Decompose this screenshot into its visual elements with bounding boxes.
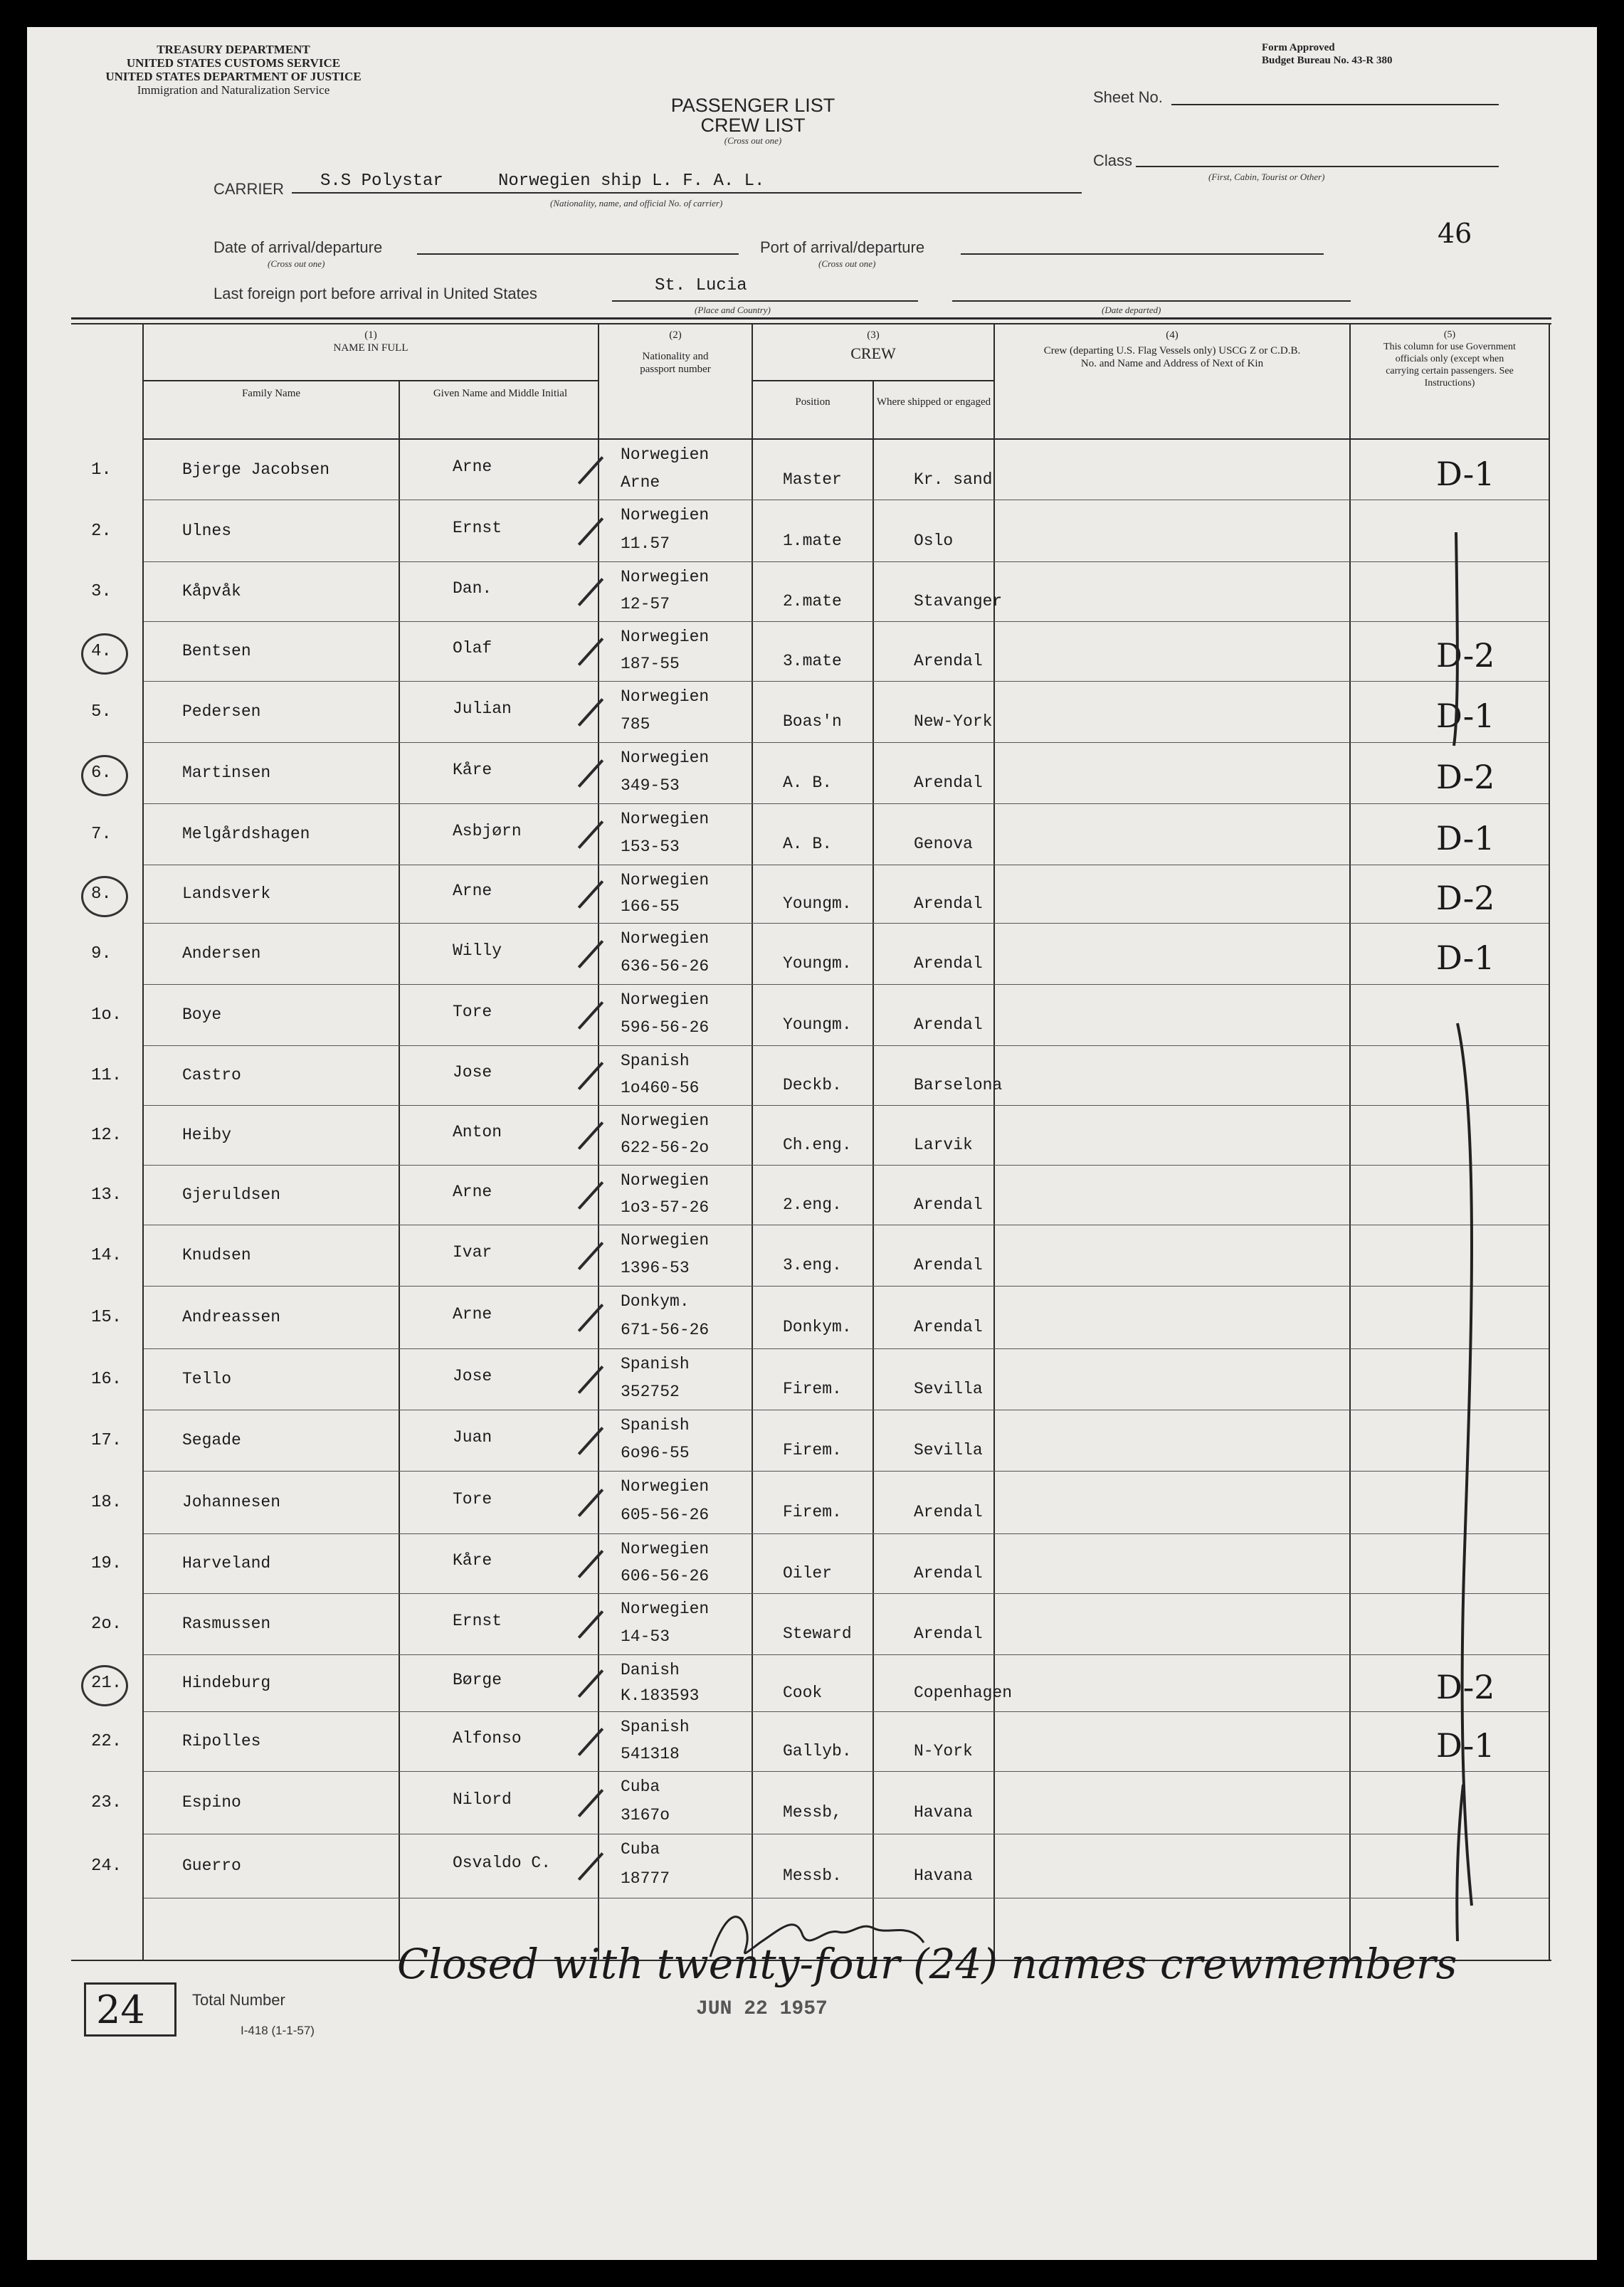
family-name: Ripolles — [182, 1732, 261, 1750]
check-mark — [578, 1062, 603, 1090]
given-name-heading: Given Name and Middle Initial — [433, 388, 568, 399]
form-approved — [1262, 41, 1393, 67]
col1-title: NAME IN FULL — [333, 342, 408, 354]
passport-number: 622-56-2o — [621, 1139, 710, 1157]
position: Youngm. — [783, 1015, 852, 1034]
check-mark — [578, 759, 603, 788]
position: 2.mate — [783, 592, 842, 611]
header-subrule — [144, 380, 598, 381]
position: Cook — [783, 1684, 823, 1702]
where-shipped: Arendal — [914, 652, 983, 670]
passport-number: 14-53 — [621, 1627, 670, 1646]
nationality: Danish — [621, 1661, 680, 1679]
total-value: 24 — [96, 1987, 145, 2032]
check-mark — [578, 1304, 603, 1332]
family-name: Pedersen — [182, 702, 261, 721]
position: Deckb. — [783, 1076, 842, 1094]
date-departed-underline — [952, 300, 1351, 302]
check-mark — [578, 698, 603, 727]
where-shipped: Copenhagen — [914, 1684, 1013, 1702]
position: Firem. — [783, 1503, 842, 1521]
given-name: Julian — [453, 699, 512, 718]
passport-number: 6o96-55 — [621, 1444, 690, 1462]
row-number-circle — [81, 633, 128, 675]
col2-title: Nationality and passport number — [640, 351, 711, 375]
col2-number: (2) — [669, 329, 682, 341]
where-shipped: Arendal — [914, 894, 983, 913]
date-departed-hint: (Date departed) — [1102, 305, 1161, 315]
family-name: Harveland — [182, 1554, 271, 1573]
check-mark — [578, 1610, 603, 1639]
row-number: 7. — [91, 825, 112, 844]
family-name: Guerro — [182, 1856, 241, 1875]
given-name: Ivar — [453, 1243, 492, 1262]
check-mark — [578, 1242, 603, 1270]
nationality: Norwegien — [621, 1231, 710, 1250]
form-approved-line: Form Approved — [1262, 42, 1335, 53]
position: Youngm. — [783, 894, 852, 913]
passport-number: 166-55 — [621, 897, 680, 916]
class-label: Class — [1093, 152, 1133, 169]
table-top-rule — [71, 317, 1551, 319]
where-shipped: Havana — [914, 1803, 973, 1822]
where-shipped: Arendal — [914, 773, 983, 792]
official-mark: D-2 — [1436, 636, 1495, 675]
given-name: Ernst — [453, 518, 502, 537]
sheet-label: Sheet No. — [1093, 88, 1163, 106]
where-shipped: Arendal — [914, 1503, 983, 1521]
passport-number: Arne — [621, 472, 660, 492]
check-mark — [578, 1427, 603, 1455]
row-number: 11. — [91, 1066, 122, 1085]
nationality: Norwegien — [621, 506, 710, 524]
where-shipped: Arendal — [914, 1015, 983, 1034]
sheet-underline — [1171, 104, 1499, 105]
given-name: Nilord — [453, 1790, 512, 1809]
row-number: 2o. — [91, 1615, 122, 1634]
nationality: Norwegien — [621, 1111, 710, 1130]
row-number: 21. — [91, 1674, 122, 1693]
where-shipped: Arendal — [914, 954, 983, 973]
row-number: 23. — [91, 1793, 122, 1812]
family-name: Tello — [182, 1370, 232, 1388]
nationality: Norwegien — [621, 991, 710, 1009]
given-name: Anton — [453, 1123, 502, 1141]
passport-number: 153-53 — [621, 838, 680, 856]
where-shipped: Sevilla — [914, 1441, 983, 1459]
port-underline — [961, 253, 1324, 255]
carrier-label: CARRIER — [213, 180, 285, 198]
official-mark: D-1 — [1436, 939, 1495, 977]
where-shipped: N-York — [914, 1742, 973, 1760]
row-number: 19. — [91, 1554, 122, 1573]
nationality: Donkym. — [621, 1292, 690, 1311]
given-name: Kåre — [453, 761, 492, 779]
where-shipped: Genova — [914, 835, 973, 853]
where-shipped: Arendal — [914, 1195, 983, 1214]
position: Master — [783, 470, 842, 489]
total-box — [84, 1982, 176, 2037]
position: Messb, — [783, 1803, 842, 1822]
check-mark — [578, 1121, 603, 1150]
where-shipped: Stavanger — [914, 592, 1003, 611]
official-mark: D-2 — [1436, 1668, 1495, 1706]
passport-number: 605-56-26 — [621, 1506, 710, 1524]
form-title — [668, 95, 838, 147]
check-mark — [578, 1001, 603, 1030]
col3-title: CREW — [850, 344, 896, 362]
given-name: Osvaldo C. — [453, 1854, 552, 1872]
family-name: Knudsen — [182, 1246, 251, 1264]
where-shipped: Arendal — [914, 1318, 983, 1336]
passport-number: 1o3-57-26 — [621, 1198, 710, 1217]
row-number: 1. — [91, 460, 112, 480]
position: Messb. — [783, 1866, 842, 1885]
nationality: Spanish — [621, 1718, 690, 1736]
class-underline — [1136, 166, 1499, 167]
check-mark — [578, 578, 603, 606]
family-name: Martinsen — [182, 764, 271, 782]
family-name: Melgårdshagen — [182, 825, 310, 843]
last-port-label: Last foreign port before arrival in United States — [213, 285, 537, 302]
family-name: Johannesen — [182, 1493, 281, 1511]
passport-number: 12-57 — [621, 595, 670, 613]
nationality: Norwegien — [621, 810, 710, 828]
col1-heading — [144, 329, 598, 354]
title-hint: (Cross out one) — [724, 135, 782, 146]
carrier-nationality: Norwegien ship L. F. A. L. — [498, 171, 765, 191]
carrier-underline — [292, 192, 1082, 194]
position: Firem. — [783, 1380, 842, 1398]
official-mark: D-1 — [1436, 697, 1495, 735]
row-number: 1o. — [91, 1005, 122, 1025]
nationality: Spanish — [621, 1416, 690, 1435]
passport-number: 187-55 — [621, 655, 680, 673]
family-name: Boye — [182, 1005, 222, 1024]
passport-number: 18777 — [621, 1869, 670, 1888]
date-stamp: JUN 22 1957 — [696, 1998, 828, 2020]
position: Boas'n — [783, 712, 842, 731]
given-name: Alfonso — [453, 1729, 522, 1748]
family-name: Hindeburg — [182, 1674, 271, 1692]
closing-note: Closed with twenty-four (24) names crewmembers — [397, 1940, 1457, 1988]
nationality: Norwegien — [621, 687, 710, 706]
check-mark — [578, 1550, 603, 1578]
passport-number: 785 — [621, 715, 650, 734]
where-shipped: Sevilla — [914, 1380, 983, 1398]
row-number: 5. — [91, 702, 112, 722]
col5-title: This column for use Government officials only (except when carrying certain passengers. See Instructions) — [1383, 342, 1516, 389]
nationality: Norwegien — [621, 628, 710, 646]
passport-number: K.183593 — [621, 1686, 700, 1705]
page-number: 46 — [1438, 218, 1472, 249]
arrival-underline — [417, 253, 739, 255]
family-name: Andersen — [182, 944, 261, 963]
row-number: 13. — [91, 1185, 122, 1205]
arrival-hint: (Cross out one) — [268, 258, 325, 269]
arrival-label: Date of arrival/departure — [213, 238, 383, 256]
where-shipped: Havana — [914, 1866, 973, 1885]
family-name: Andreassen — [182, 1308, 281, 1326]
where-shipped: Arendal — [914, 1564, 983, 1583]
position: 1.mate — [783, 531, 842, 550]
form-number: I-418 (1-1-57) — [241, 2024, 315, 2037]
position: Firem. — [783, 1441, 842, 1459]
nationality: Cuba — [621, 1840, 660, 1859]
given-name: Arne — [453, 457, 492, 476]
row-number: 8. — [91, 884, 112, 904]
row-number-circle — [81, 1665, 128, 1706]
passport-number: 541318 — [621, 1745, 680, 1763]
row-number-circle — [81, 755, 128, 796]
nationality: Norwegien — [621, 749, 710, 767]
check-mark — [578, 880, 603, 909]
check-mark — [578, 456, 603, 485]
row-number: 12. — [91, 1126, 122, 1145]
passport-number: 11.57 — [621, 534, 670, 553]
check-mark — [578, 1728, 603, 1756]
row-number: 9. — [91, 944, 112, 963]
port-hint: (Cross out one) — [818, 258, 876, 269]
passport-number: 3167o — [621, 1806, 670, 1824]
check-mark — [578, 1181, 603, 1210]
family-name: Gjeruldsen — [182, 1185, 281, 1204]
row-number: 3. — [91, 582, 112, 601]
agency-line: UNITED STATES CUSTOMS SERVICE — [126, 56, 341, 70]
last-port-underline — [612, 300, 918, 302]
given-name: Børge — [453, 1671, 502, 1689]
family-name: Landsverk — [182, 884, 271, 903]
crew-list-form — [27, 27, 1597, 2260]
col4-heading — [995, 329, 1349, 370]
given-name: Arne — [453, 1183, 492, 1201]
column5-handwriting — [1351, 482, 1550, 1977]
passport-number: 636-56-26 — [621, 957, 710, 976]
position-heading: Position — [795, 396, 831, 408]
row-number: 2. — [91, 521, 112, 541]
given-name: Arne — [453, 882, 492, 900]
row-number-circle — [81, 876, 128, 917]
given-name: Tore — [453, 1003, 492, 1021]
agency-line: Immigration and Naturalization Service — [137, 83, 330, 97]
shipped-heading: Where shipped or engaged — [876, 396, 991, 408]
nationality: Cuba — [621, 1778, 660, 1796]
row-number: 4. — [91, 642, 112, 661]
given-name: Olaf — [453, 639, 492, 657]
title-passenger-list: PASSENGER LIST — [670, 95, 835, 116]
agency-line: TREASURY DEPARTMENT — [157, 43, 310, 56]
carrier-name: S.S Polystar — [320, 171, 443, 191]
nationality: Norwegien — [621, 1477, 710, 1496]
official-mark: D-1 — [1436, 1726, 1495, 1765]
class-hint: (First, Cabin, Tourist or Other) — [1208, 171, 1325, 182]
family-name-heading: Family Name — [241, 388, 301, 399]
given-name: Asbjørn — [453, 822, 522, 840]
passport-number: 606-56-26 — [621, 1567, 710, 1585]
check-mark — [578, 638, 603, 666]
position: Oiler — [783, 1564, 833, 1583]
where-shipped: Oslo — [914, 531, 954, 550]
last-port-hint: (Place and Country) — [695, 305, 771, 315]
check-mark — [578, 1852, 603, 1881]
position: Gallyb. — [783, 1742, 852, 1760]
family-name: Ulnes — [182, 521, 232, 540]
form-approved-line: Budget Bureau No. 43-R 380 — [1262, 55, 1393, 66]
position: Ch.eng. — [783, 1136, 852, 1154]
given-name: Ernst — [453, 1612, 502, 1630]
row-number: 14. — [91, 1246, 122, 1265]
col1-number: (1) — [364, 329, 377, 341]
agency-header — [98, 43, 369, 97]
row-number: 16. — [91, 1370, 122, 1389]
family-name: Bjerge Jacobsen — [182, 460, 330, 479]
row-number: 24. — [91, 1856, 122, 1876]
passport-number: 671-56-26 — [621, 1321, 710, 1339]
family-name: Bentsen — [182, 642, 251, 660]
nationality: Norwegien — [621, 1171, 710, 1190]
where-shipped: Larvik — [914, 1136, 973, 1154]
family-name: Kåpvåk — [182, 582, 241, 601]
carrier-hint: (Nationality, name, and official No. of carrier) — [550, 198, 723, 208]
official-mark: D-2 — [1436, 879, 1495, 917]
nationality: Norwegien — [621, 568, 710, 586]
given-name: Kåre — [453, 1551, 492, 1570]
family-name: Espino — [182, 1793, 241, 1812]
signature-scribble — [696, 1900, 995, 1985]
check-mark — [578, 517, 603, 546]
col5-heading — [1351, 329, 1549, 389]
given-name: Juan — [453, 1428, 492, 1447]
row-number: 22. — [91, 1732, 122, 1751]
col3-number: (3) — [867, 329, 880, 341]
where-shipped: Arendal — [914, 1256, 983, 1274]
col2-heading — [599, 329, 752, 376]
passport-number: 1o460-56 — [621, 1079, 700, 1097]
agency-line: UNITED STATES DEPARTMENT OF JUSTICE — [105, 70, 362, 83]
official-mark: D-1 — [1436, 819, 1495, 857]
title-crew-list: CREW LIST — [700, 115, 806, 136]
where-shipped: Kr. sand — [914, 470, 993, 489]
given-name: Tore — [453, 1490, 492, 1509]
port-label: Port of arrival/departure — [760, 238, 925, 256]
where-shipped: Arendal — [914, 1625, 983, 1643]
col3-heading — [753, 329, 993, 360]
col4-title: Crew (departing U.S. Flag Vessels only) USCG Z or C.D.B. No. and Name and Address of Next of Kin — [1043, 345, 1301, 369]
given-name: Willy — [453, 941, 502, 960]
check-mark — [578, 1489, 603, 1517]
position: Donkym. — [783, 1318, 852, 1336]
given-name: Arne — [453, 1305, 492, 1324]
where-shipped: New-York — [914, 712, 993, 731]
row-number: 17. — [91, 1431, 122, 1450]
nationality: Spanish — [621, 1355, 690, 1373]
header-subrule — [753, 380, 993, 381]
passport-number: 352752 — [621, 1383, 680, 1401]
nationality: Norwegien — [621, 929, 710, 948]
position: A. B. — [783, 773, 833, 792]
nationality: Norwegien — [621, 1600, 710, 1618]
nationality: Norwegien — [621, 871, 710, 889]
position: A. B. — [783, 835, 833, 853]
check-mark — [578, 1366, 603, 1394]
check-mark — [578, 1789, 603, 1817]
table-top-rule-inner — [71, 323, 1551, 324]
position: Steward — [783, 1625, 852, 1643]
passport-number: 349-53 — [621, 776, 680, 795]
check-mark — [578, 820, 603, 849]
check-mark — [578, 1669, 603, 1698]
last-port-value: St. Lucia — [655, 276, 747, 295]
official-mark: D-2 — [1436, 758, 1495, 796]
col4-number: (4) — [1166, 329, 1179, 341]
passport-number: 596-56-26 — [621, 1018, 710, 1037]
row-number: 15. — [91, 1308, 122, 1327]
family-name: Rasmussen — [182, 1615, 271, 1633]
row-number: 6. — [91, 764, 112, 783]
position: Youngm. — [783, 954, 852, 973]
total-label: Total Number — [192, 1991, 285, 2009]
position: 3.mate — [783, 652, 842, 670]
col5-number: (5) — [1443, 329, 1456, 340]
family-name: Heiby — [182, 1126, 232, 1144]
nationality: Spanish — [621, 1052, 690, 1070]
family-name: Segade — [182, 1431, 241, 1449]
position: 2.eng. — [783, 1195, 842, 1214]
given-name: Jose — [453, 1367, 492, 1385]
nationality: Norwegien — [621, 445, 710, 464]
official-mark: D-1 — [1436, 454, 1495, 493]
check-mark — [578, 940, 603, 968]
given-name: Jose — [453, 1063, 492, 1082]
where-shipped: Barselona — [914, 1076, 1003, 1094]
family-name: Castro — [182, 1066, 241, 1084]
nationality: Norwegien — [621, 1540, 710, 1558]
passport-number: 1396-53 — [621, 1259, 690, 1277]
row-number: 18. — [91, 1493, 122, 1512]
given-name: Dan. — [453, 579, 492, 598]
position: 3.eng. — [783, 1256, 842, 1274]
